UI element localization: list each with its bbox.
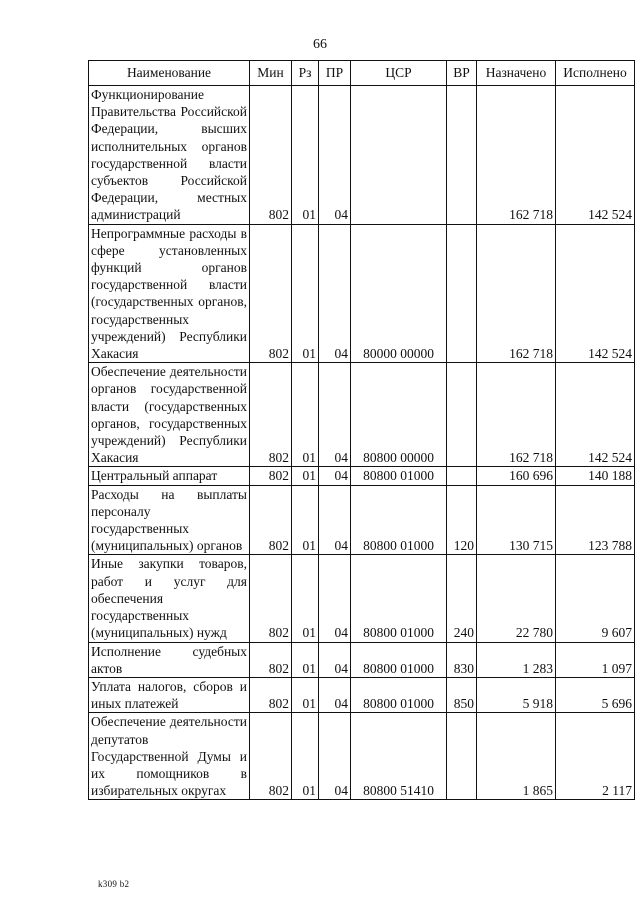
cell-assigned: 1 283 xyxy=(477,642,556,677)
cell-pr: 04 xyxy=(319,224,351,363)
cell-executed: 5 696 xyxy=(556,677,635,712)
cell-csr: 80800 51410 xyxy=(351,713,447,800)
cell-name: Иные закупки товаров, работ и услуг для обеспечения государственных (муниципальных) нужд xyxy=(89,555,250,642)
cell-pr: 04 xyxy=(319,467,351,485)
table-row xyxy=(89,467,635,485)
cell-min: 802 xyxy=(250,86,292,225)
header-csr: ЦСР xyxy=(351,61,447,86)
table-header-row xyxy=(89,61,635,86)
cell-min: 802 xyxy=(250,224,292,363)
cell-vr xyxy=(447,363,477,467)
table-body xyxy=(89,86,635,800)
cell-pr: 04 xyxy=(319,86,351,225)
cell-assigned: 5 918 xyxy=(477,677,556,712)
cell-csr: 80800 01000 xyxy=(351,467,447,485)
cell-executed: 142 524 xyxy=(556,224,635,363)
header-executed: Исполнено xyxy=(556,61,635,86)
cell-csr: 80000 00000 xyxy=(351,224,447,363)
table-row xyxy=(89,713,635,800)
cell-rz: 01 xyxy=(292,467,319,485)
table-row xyxy=(89,485,635,555)
cell-executed: 140 188 xyxy=(556,467,635,485)
cell-csr: 80800 01000 xyxy=(351,485,447,555)
table-row xyxy=(89,642,635,677)
table-row xyxy=(89,555,635,642)
cell-pr: 04 xyxy=(319,485,351,555)
table-row xyxy=(89,677,635,712)
cell-name: Обеспечение деятельности органов государственной власти (государственных органов, государственных учреждений) Республики Хакасия xyxy=(89,363,250,467)
cell-min: 802 xyxy=(250,713,292,800)
cell-pr: 04 xyxy=(319,642,351,677)
cell-assigned: 160 696 xyxy=(477,467,556,485)
cell-assigned: 22 780 xyxy=(477,555,556,642)
cell-vr xyxy=(447,467,477,485)
cell-executed: 2 117 xyxy=(556,713,635,800)
cell-vr xyxy=(447,224,477,363)
cell-rz: 01 xyxy=(292,642,319,677)
cell-csr: 80800 01000 xyxy=(351,677,447,712)
cell-executed: 1 097 xyxy=(556,642,635,677)
footer-code: k309 b2 xyxy=(98,879,130,889)
cell-csr: 80800 01000 xyxy=(351,555,447,642)
cell-vr: 240 xyxy=(447,555,477,642)
cell-min: 802 xyxy=(250,363,292,467)
cell-rz: 01 xyxy=(292,485,319,555)
header-assigned: Назначено xyxy=(477,61,556,86)
cell-name: Расходы на выплаты персоналу государственных (муниципальных) органов xyxy=(89,485,250,555)
cell-pr: 04 xyxy=(319,677,351,712)
cell-pr: 04 xyxy=(319,713,351,800)
header-min: Мин xyxy=(250,61,292,86)
cell-csr: 80800 01000 xyxy=(351,642,447,677)
cell-rz: 01 xyxy=(292,677,319,712)
header-pr: ПР xyxy=(319,61,351,86)
cell-name: Исполнение судебных актов xyxy=(89,642,250,677)
cell-assigned: 1 865 xyxy=(477,713,556,800)
cell-vr xyxy=(447,713,477,800)
cell-min: 802 xyxy=(250,677,292,712)
cell-executed: 9 607 xyxy=(556,555,635,642)
cell-name: Уплата налогов, сборов и иных платежей xyxy=(89,677,250,712)
cell-name: Центральный аппарат xyxy=(89,467,250,485)
cell-pr: 04 xyxy=(319,555,351,642)
cell-name: Обеспечение деятельности депутатов Государственной Думы и их помощников в избирательных округах xyxy=(89,713,250,800)
table-row xyxy=(89,224,635,363)
cell-executed: 142 524 xyxy=(556,363,635,467)
cell-vr: 850 xyxy=(447,677,477,712)
page-number: 66 xyxy=(313,37,327,52)
cell-name: Функционирование Правительства Российской Федерации, высших исполнительных органов государственной власти субъектов Российской Федерации, местных администраций xyxy=(89,86,250,225)
cell-assigned: 130 715 xyxy=(477,485,556,555)
cell-rz: 01 xyxy=(292,363,319,467)
cell-csr xyxy=(351,86,447,225)
table-row xyxy=(89,363,635,467)
header-name: Наименование xyxy=(89,61,250,86)
cell-min: 802 xyxy=(250,642,292,677)
cell-rz: 01 xyxy=(292,224,319,363)
cell-vr xyxy=(447,86,477,225)
cell-vr: 120 xyxy=(447,485,477,555)
cell-executed: 123 788 xyxy=(556,485,635,555)
cell-assigned: 162 718 xyxy=(477,363,556,467)
cell-assigned: 162 718 xyxy=(477,224,556,363)
cell-rz: 01 xyxy=(292,555,319,642)
cell-assigned: 162 718 xyxy=(477,86,556,225)
budget-table xyxy=(88,60,635,800)
cell-min: 802 xyxy=(250,485,292,555)
table-row xyxy=(89,86,635,225)
cell-rz: 01 xyxy=(292,86,319,225)
cell-executed: 142 524 xyxy=(556,86,635,225)
cell-rz: 01 xyxy=(292,713,319,800)
cell-min: 802 xyxy=(250,555,292,642)
header-vr: ВР xyxy=(447,61,477,86)
cell-pr: 04 xyxy=(319,363,351,467)
cell-vr: 830 xyxy=(447,642,477,677)
cell-csr: 80800 00000 xyxy=(351,363,447,467)
cell-name: Непрограммные расходы в сфере установленных функций органов государственной власти (государственных органов, государственных учреждений) Республики Хакасия xyxy=(89,224,250,363)
cell-min: 802 xyxy=(250,467,292,485)
header-rz: Рз xyxy=(292,61,319,86)
